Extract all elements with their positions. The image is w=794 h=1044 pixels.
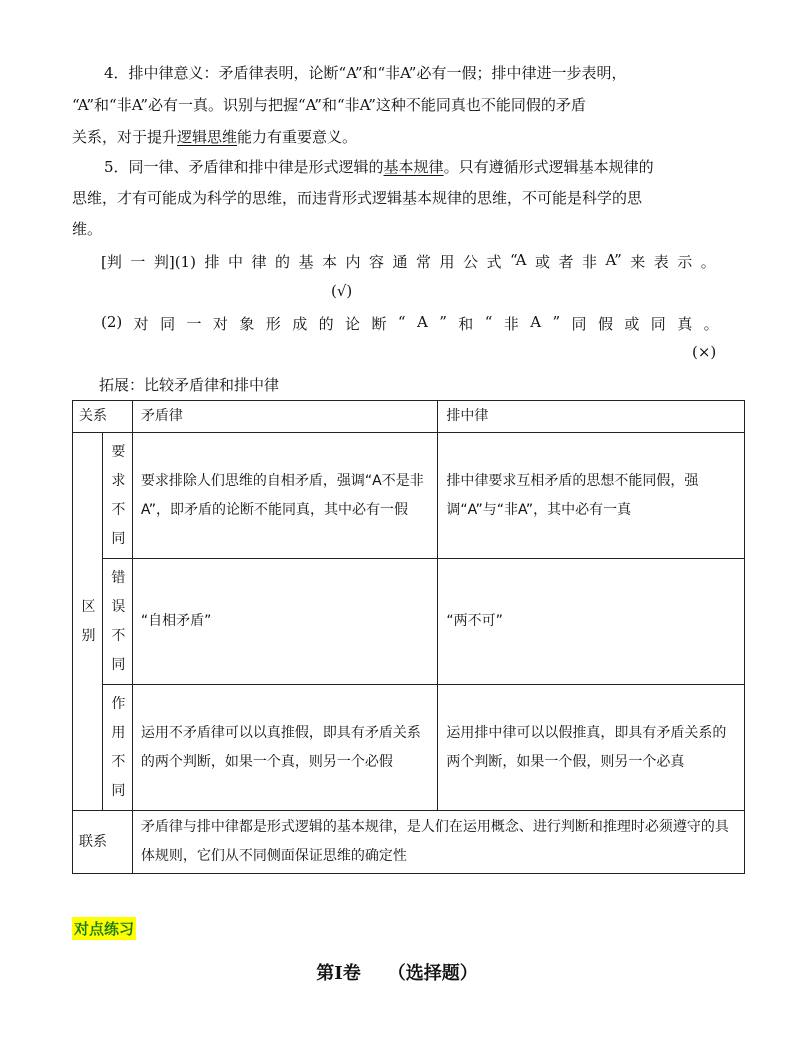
header-contradiction-law: 矛盾律 (132, 401, 437, 433)
para5-line1-end: 。只有遵循形式逻辑基本规律的 (443, 158, 654, 176)
table-row (73, 433, 745, 559)
para4-line2: “A”和“非A”必有一真。识别与把握“A”和“非A”这种不能同真也不能同假的矛盾 (72, 96, 586, 114)
para5-line2: 思维，才有可能成为科学的思维，而违背形式逻辑基本规律的思维，不可能是科学的思 (72, 189, 643, 207)
para5-line3: 维。 (72, 220, 103, 238)
cell-contradiction-function: 运用不矛盾律可以以真推假，即具有矛盾关系的两个判断，如果一个真，则另一个必假 (132, 685, 437, 811)
header-relation: 关系 (73, 401, 133, 433)
extension-title: 拓展：比较矛盾律和排中律 (99, 376, 280, 394)
para5-line1-start: 5．同一律、矛盾律和排中律是形式逻辑的 (104, 158, 384, 176)
cell-contradiction-error: “自相矛盾” (132, 559, 437, 685)
practice-label: 对点练习 (72, 917, 136, 940)
row-label-link: 联系 (73, 811, 133, 874)
judge-question-1: [判 一 判](1) 排 中 律 的 基 本 内 容 通 常 用 公 式 “A 或 者 非 A” 来 表 示 。 (101, 251, 716, 271)
row-label-function: 作用不同 (102, 685, 132, 811)
group-label-difference: 区别 (73, 433, 103, 811)
cell-link-text: 矛盾律与排中律都是形式逻辑的基本规律，是人们在运用概念、进行判断和推理时必须遵守的具体规则，它们从不同侧面保证思维的确定性 (132, 811, 744, 874)
header-excluded-middle-law: 排中律 (438, 401, 745, 433)
para4-line3-start: 关系，对于提升 (72, 128, 178, 146)
para4-line1: 4．排中律意义：矛盾律表明，论断“A”和“非A”必有一假；排中律进一步表明， (104, 64, 627, 82)
para5-line1 (104, 156, 654, 177)
judge-question-2: (2) 对 同 一 对 象 形 成 的 论 断 “ A ” 和 “ 非 A ” 同 假 或 同 真 。 (101, 313, 719, 333)
table-row-link (73, 811, 745, 874)
row-label-requirement: 要求不同 (102, 433, 132, 559)
row-label-error: 错误不同 (102, 559, 132, 685)
para4-underlined-term: 逻辑思维 (177, 128, 238, 146)
volume-title: 第Ⅰ卷 （选择题） (316, 963, 478, 984)
judge-answer-1: (√) (331, 282, 353, 300)
table-row (73, 685, 745, 811)
comparison-table (72, 400, 745, 874)
table-header-row (73, 401, 745, 433)
judge-answer-2: (×) (692, 343, 717, 361)
para4-line3-end: 能力有重要意义。 (237, 128, 358, 146)
cell-excluded-middle-function: 运用排中律可以以假推真，即具有矛盾关系的两个判断，如果一个假，则另一个必真 (438, 685, 745, 811)
cell-contradiction-requirement: 要求排除人们思维的自相矛盾，强调“A不是非A”，即矛盾的论断不能同真，其中必有一假 (132, 433, 437, 559)
table-row (73, 559, 745, 685)
para4-line3 (72, 126, 357, 147)
cell-excluded-middle-error: “两不可” (438, 559, 745, 685)
cell-excluded-middle-requirement: 排中律要求互相矛盾的思想不能同假，强调“A”与“非A”，其中必有一真 (438, 433, 745, 559)
para5-underlined-term: 基本规律 (383, 158, 444, 176)
